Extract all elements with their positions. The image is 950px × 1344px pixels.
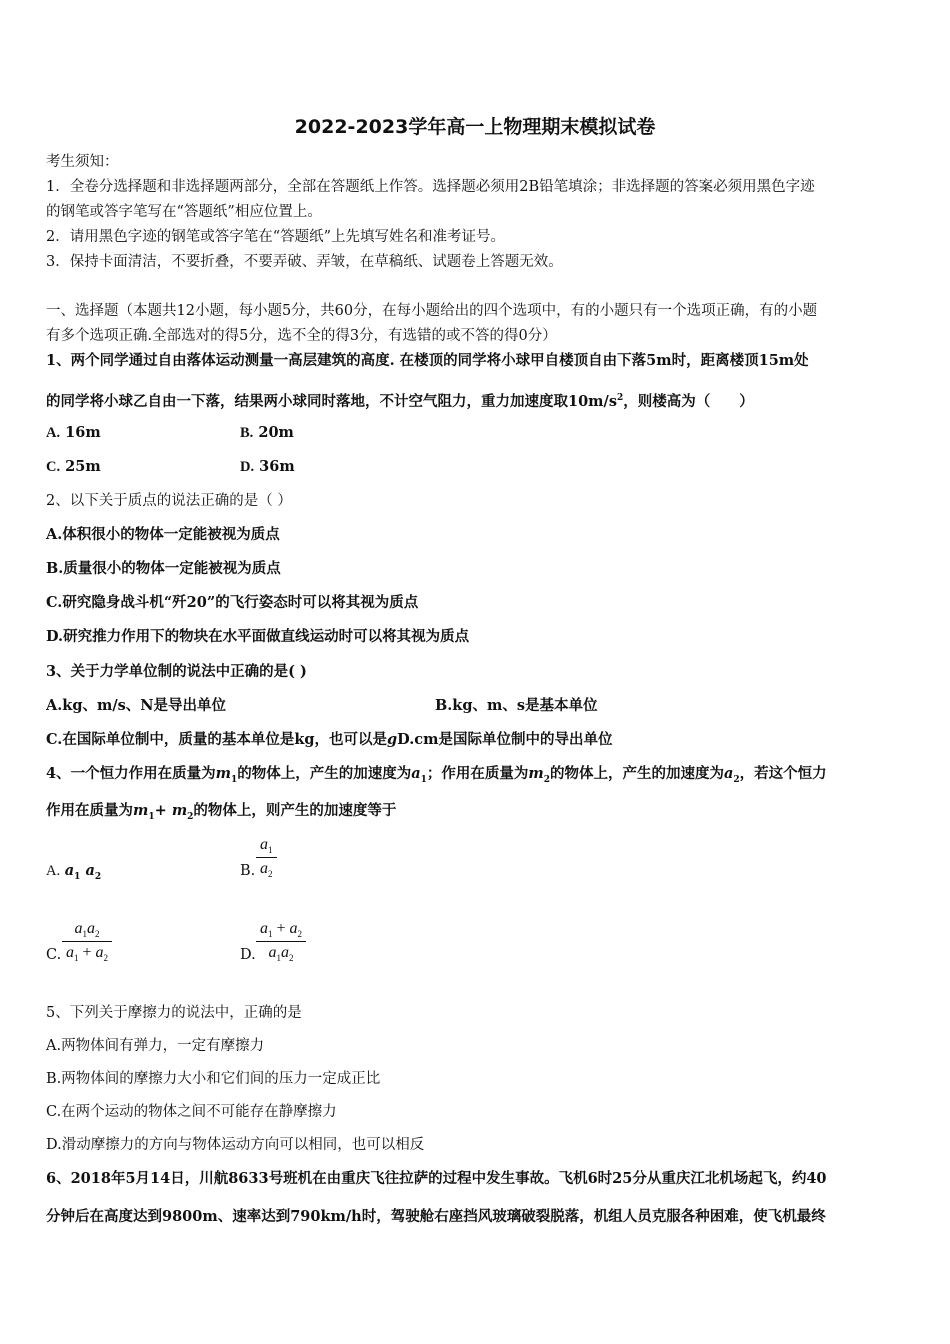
q5-option-b: B.两物体间的摩擦力大小和它们间的压力一定成正比: [46, 1071, 381, 1087]
q5-option-c: C.在两个运动的物体之间不可能存在静摩擦力: [46, 1104, 337, 1120]
q2-option-d: D.研究推力作用下的物块在水平面做直线运动时可以将其视为质点: [46, 628, 470, 645]
q3-stem: 3、关于力学单位制的说法中正确的是( ): [46, 663, 307, 680]
q4-stem-line2: 作用在质量为$m_1+ m_2$的物体上，则产生的加速度等于: [46, 802, 397, 822]
q1-option-c: C. 25m: [46, 458, 101, 475]
q1-stem-line2: 的同学将小球乙自由一下落，结果两小球同时落地，不计空气阻力，重力加速度取$10m/s^2$，则楼高为（ ）: [46, 392, 754, 410]
q5-option-a: A.两物体间有弹力，一定有摩擦力: [46, 1038, 265, 1054]
notice-item-2: 2．请用黑色字迹的钢笔或答字笔在“答题纸”上先填写姓名和准考证号。: [46, 229, 506, 245]
q4-stem-line1: 4、一个恒力作用在质量为$m_1$的物体上，产生的加速度为$a_1$；作用在质量为$m_2$的物体上，产生的加速度为$a_2$，若这个恒力: [46, 765, 827, 785]
notice-item-1-cont: 的钢笔或答字笔写在“答题纸”相应位置上。: [46, 204, 322, 220]
page-title: 2022-2023学年高一上物理期末模拟试卷: [294, 116, 656, 138]
q4-option-c-label: C.: [46, 947, 62, 963]
notice-item-3: 3．保持卡面清洁，不要折叠，不要弄破、弄皱，在草稿纸、试题卷上答题无效。: [46, 254, 563, 270]
q3-option-b: B.kg、m、s是基本单位: [435, 697, 598, 714]
q2-option-b: B.质量很小的物体一定能被视为质点: [46, 560, 281, 577]
q2-stem: 2、以下关于质点的说法正确的是（ ）: [46, 493, 292, 509]
q5-option-d: D.滑动摩擦力的方向与物体运动方向可以相同，也可以相反: [46, 1137, 425, 1153]
q1-option-d: D. 36m: [240, 458, 295, 475]
section-instructions-line2: 有多个选项正确.全部选对的得5分，选不全的得3分，有选错的或不答的得0分）: [46, 328, 557, 344]
q4-option-b-fraction: $a_1$ $a_2$: [256, 836, 277, 879]
section-instructions-line1: 一、选择题（本题共12小题，每小题5分，共60分，在每小题给出的四个选项中，有的小题只有一个选项正确，有的小题: [46, 303, 818, 319]
notice-item-1: 1．全卷分选择题和非选择题两部分，全部在答题纸上作答。选择题必须用2B铅笔填涂；非选择题的答案必须用黑色字迹: [46, 179, 815, 195]
q2-option-a: A.体积很小的物体一定能被视为质点: [46, 526, 280, 543]
q2-option-c: C.研究隐身战斗机“歼20”的飞行姿态时可以将其视为质点: [46, 594, 419, 611]
q4-option-b-label: B.: [240, 863, 256, 879]
notice-heading: 考生须知：: [46, 154, 119, 170]
q4-option-d-label: D.: [240, 947, 256, 963]
q1-option-b: B. 20m: [240, 424, 294, 441]
q1-stem-line1: 1、两个同学通过自由落体运动测量一高层建筑的高度. 在楼顶的同学将小球甲自楼顶自由下落5m时，距离楼顶15m处: [46, 352, 809, 369]
q5-stem: 5、下列关于摩擦力的说法中，正确的是: [46, 1005, 302, 1021]
q4-option-c-fraction: $a_1a_2$ $a_1 + a_2$: [62, 920, 112, 963]
q1-option-a: A. 16m: [46, 424, 101, 441]
q6-stem-line1: 6、2018年5月14日，川航8633号班机在由重庆飞往拉萨的过程中发生事故。飞机6时25分从重庆江北机场起飞，约40: [46, 1170, 827, 1187]
q4-option-d-fraction: $a_1 + a_2$ $a_1a_2$: [256, 920, 306, 963]
q3-option-c-d: C.在国际单位制中，质量的基本单位是kg，也可以是gD.cm是国际单位制中的导出单位: [46, 731, 613, 748]
q6-stem-line2: 分钟后在高度达到9800m、速率达到790km/h时，驾驶舱右座挡风玻璃破裂脱落，机组人员克服各种困难，使飞机最终: [46, 1208, 826, 1225]
q4-option-a: A. $a_1$ $a_2$: [46, 862, 102, 882]
q3-option-a: A.kg、m/s、N是导出单位: [46, 697, 227, 714]
